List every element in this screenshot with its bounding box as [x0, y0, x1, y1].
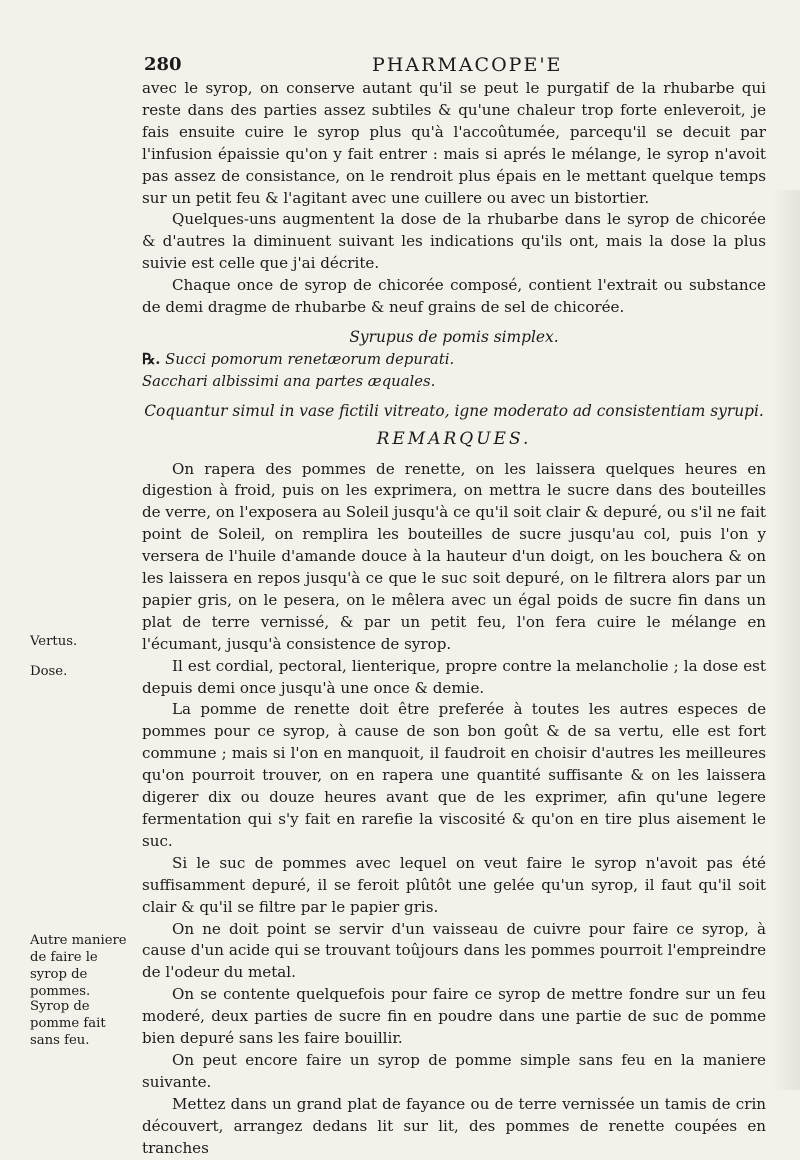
recipe-line — [142, 349, 766, 371]
recipe-instruction: Coquantur simul in vase fictili vitreato, igne moderato ad consistentiam syrupi. — [144, 401, 764, 420]
running-title: PHARMACOPE'E — [372, 54, 563, 76]
paragraph: avec le syrop, on conserve autant qu'il se peut le purgatif de la rhubarbe qui reste dans des parties assez subtiles & qu'une chaleur trop forte enleveroit, je fais ensuite cuire le syrop plus qu'à l'accoûtumée, parcequ'il se decuit par l'infusion épaissie qu'on y fait entrer : mais si aprés le mélange, le syrop n'avoit pas assez de consistance, on le rendroit plus épais en le mettant quelque temps sur un petit feu & l'agitant avec une cuillere ou avec un bistortier. — [142, 79, 766, 207]
paragraph: La pomme de renette doit être preferée à toutes les autres especes de pommes pour ce syrop, à cause de son bon goût & de sa vertu, elle est fort commune ; mais si l'on en manquoit, il faudroit en choisir d'autres les meilleures qu'on pourroit trouver, on en rapera une quantité suffisante & on les laissera digerer dix ou douze heures avant que de les exprimer, afin qu'une legere fermentation qui s'y fait en rarefie la viscosité & qu'on en tire plus aisement le suc. — [142, 700, 766, 850]
recipe-ingredient: Sacchari albissimi ana partes æquales. — [142, 372, 436, 390]
rx-symbol: ℞. — [142, 350, 161, 368]
margin-note-vertus: Vertus. — [30, 634, 78, 649]
paragraph: On ne doit point se servir d'un vaisseau de cuivre pour faire ce syrop, à cause d'un acide qui se trouvant toûjours dans les pommes pourroit l'empreindre de l'odeur du metal. — [142, 919, 766, 982]
page-header — [144, 54, 764, 78]
paragraph: On se contente quelquefois pour faire ce syrop de mettre fondre sur un feu moderé, deux parties de sucre fin en poudre dans une partie de suc de pomme bien depuré sans les faire bouillir. — [142, 985, 766, 1048]
paragraph: On rapera des pommes de renette, on les laissera quelques heures en digestion à froid, puis on les exprimera, on mettra le sucre dans des bouteilles de verre, on l'exposera au Soleil jusqu'à ce qu'il soit clair & depuré, ou s'il ne fait point de Soleil, on remplira les bouteilles de sucre jusqu'au col, puis l'on y versera de l'huile d'amande douce à la hauteur d'un doigt, on les bouchera & on les laissera en repos jusqu'à ce que le suc soit depuré, on le filtrera alors par un papier gris, on le pesera, on le mêlera avec un égal poids de sucre fin dans un plat de terre vernissé, & par un petit feu, l'on fera cuire le mélange en l'écumant, jusqu'à consistence de syrop. — [142, 459, 766, 653]
margin-note-dose: Dose. — [30, 664, 68, 679]
paragraph: Quelques-uns augmentent la dose de la rhubarbe dans le syrop de chicorée & d'autres la diminuent suivant les indications qu'ils ont, mais la dose la plus suivie est celle que j'ai décrite. — [142, 210, 766, 273]
remarques-heading: REMARQUES. — [376, 428, 532, 449]
paragraph: Mettez dans un grand plat de fayance ou de terre vernissée un tamis de crin découvert, arrangez dedans lit sur lit, des pommes de renette coupées en tranches — [142, 1094, 766, 1157]
page-number: 280 — [144, 54, 182, 75]
show-through-shadow — [770, 190, 800, 1090]
paragraph: Chaque once de syrop de chicorée composé, contient l'extrait ou substance de demi dragme de rhubarbe & neuf grains de sel de chicorée. — [142, 276, 766, 317]
main-text-column — [142, 78, 766, 1160]
recipe-title: Syrupus de pomis simplex. — [349, 327, 559, 346]
paragraph: Il est cordial, pectoral, lienterique, propre contre la melancholie ; la dose est depuis demi once jusqu'à une once & demie. — [142, 656, 766, 697]
recipe-ingredient: Succi pomorum renetæorum depurati. — [165, 350, 455, 368]
margin-note-syrop-sans-feu: Syrop de pomme fait sans feu. — [30, 999, 106, 1048]
paragraph: On peut encore faire un syrop de pomme simple sans feu en la maniere suivante. — [142, 1050, 766, 1091]
paragraph: Si le suc de pommes avec lequel on veut faire le syrop n'avoit pas été suffisamment depuré, il se feroit plûtôt une gelée qu'un syrop, il faut qu'il soit clair & qu'il se filtre par le papier gris. — [142, 853, 766, 916]
margin-note-autre-maniere: Autre maniere de faire le syrop de pommes. — [30, 933, 127, 999]
